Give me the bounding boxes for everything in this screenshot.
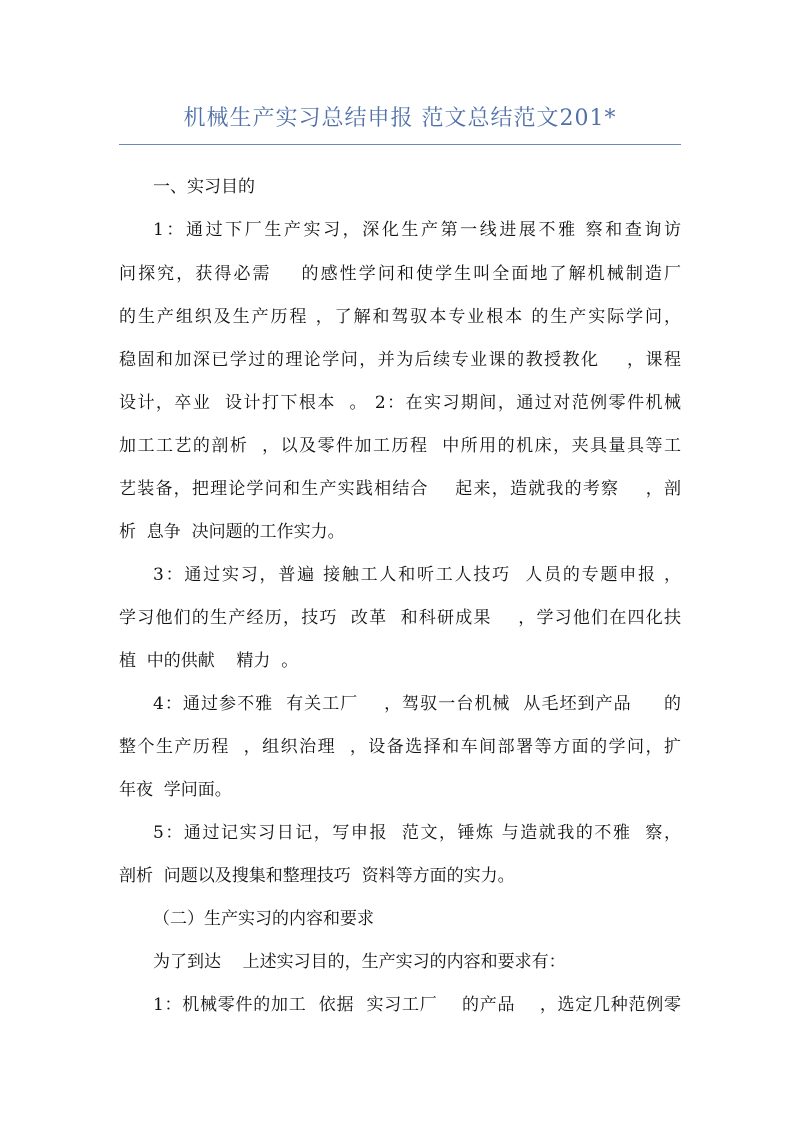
paragraph-line: 问探究，获得必需 的感性学问和使学生叫全面地了解机械制造厂 — [119, 264, 681, 284]
paragraph-line: 稳固和加深已学过的理论学问，并为后续专业课的教授教化 ，课程 — [119, 350, 681, 370]
paragraph-line: 3：通过实习，普遍 接触工人和听工人技巧 人员的专题申报 ， — [153, 565, 681, 585]
paragraph-line: 植 中的供献 精力 。 — [119, 651, 299, 671]
paragraph-line: 的生产组织及生产历程 ，了解和驾驭本专业根本 的生产实际学问， — [119, 307, 681, 327]
paragraph-line: 年夜 学问面。 — [119, 780, 232, 800]
paragraph-line: 设计，卒业 设计打下根本 。 2：在实习期间，通过对范例零件机械 — [119, 393, 681, 413]
document-title: 机械生产实习总结申报 范文总结范文201* — [183, 106, 617, 131]
paragraph-line: 析 息争 决问题的工作实力。 — [119, 522, 345, 542]
paragraph-line: 整个生产历程 ，组织治理 ，设备选择和车间部署等方面的学问，扩 — [119, 737, 681, 757]
title-divider — [119, 144, 681, 145]
section-heading-content: （二）生产实习的内容和要求 — [153, 909, 374, 929]
paragraph-line: 为了到达 上述实习目的，生产实习的内容和要求有： — [153, 952, 566, 972]
paragraph-line: 艺装备，把理论学问和生产实践相结合 起来，造就我的考察 ，剖 — [119, 479, 681, 499]
paragraph-line: 4：通过参不雅 有关工厂 ，驾驭一台机械 从毛坯到产品 的 — [153, 694, 681, 714]
section-heading-purpose: 一、实习目的 — [153, 177, 255, 197]
paragraph-line: 学习他们的生产经历，技巧 改革 和科研成果 ，学习他们在四化扶 — [119, 608, 681, 628]
paragraph-line: 1：机械零件的加工 依据 实习工厂 的产品 ，选定几种范例零 — [153, 995, 681, 1015]
paragraph-line: 1：通过下厂生产实习，深化生产第一线进展不雅 察和查询访 — [153, 220, 681, 240]
paragraph-line: 5：通过记实习日记，写申报 范文，锤炼 与造就我的不雅 察， — [153, 823, 681, 843]
paragraph-line: 加工工艺的剖析 ，以及零件加工历程 中所用的机床，夹具量具等工 — [119, 436, 681, 456]
paragraph-line: 剖析 问题以及搜集和整理技巧 资料等方面的实力。 — [119, 866, 515, 886]
